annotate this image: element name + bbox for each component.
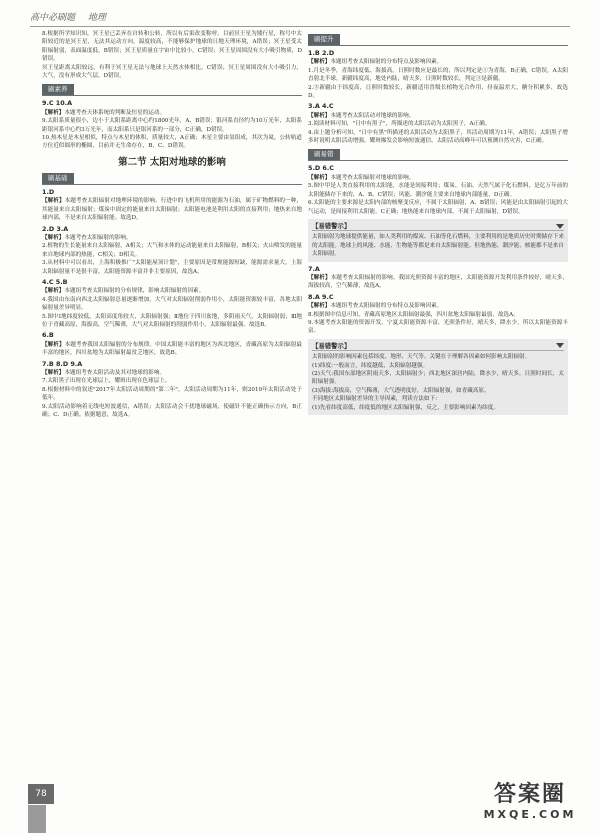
explanation-text: 本题组考查太阳活动及其对地球的影响。 [64, 370, 166, 376]
explanation-item: 2.植物的生长能量来自太阳辐射，A相关；大气和水体的运动能量来自太阳辐射，B相关；火山喷发的能量来自地球内部的热能，C相关；D相关。 [42, 243, 302, 258]
explanation-item: 3.阅读材料可知，"日中有黑子"，所描述的太阳活动为太阳黑子，A正确。 [308, 121, 491, 128]
explanation [308, 274, 568, 291]
explanation [42, 234, 302, 242]
explanation-text: 本题考查太阳辐射的影响。我国光照资源丰富的地区，太阳能资源开发利用条件较好，晴天多，海拔较高，空气稀薄，故选A。 [308, 274, 568, 290]
explanation-item: 4.我国由东南向西北太阳辐射总量逐渐增加，大气对太阳辐射削弱作用小，太阳能资源较丰富，各地太阳辐射量差异明显。 [42, 296, 302, 312]
explanation-text: 本题考查我国太阳辐射的分布规律。中国太阳能丰富的地区为西北地区，青藏高原为太阳辐射最丰富的地区，四川盆地为太阳辐射最贫乏地区，故选B。 [42, 341, 302, 357]
answer-number: 5.D 6.C [308, 164, 334, 173]
box-header [312, 222, 564, 231]
watermark-logo [470, 782, 590, 830]
box-list-item: (1)纬度:一般而言，纬度越低，太阳辐射越强。 [312, 362, 429, 369]
explanation-item: 1.月是冬季，青海纬度低、海拔高，日照时数应是最长的，所以判定是①为青海，B正确，C错误，A太阳直射北半球，新疆纬度高，地处内陆，晴天多，日照时数较长，判定③是新疆。 [308, 67, 568, 83]
explanation-item: 10.热木星是木星相似，特点与木星的体积、质量较大，A正确；木星主要由氢组成，其次为氦，公转轨道方位近似圆形的椭圆，目前并无生命存在，B、C、D错误。 [42, 135, 302, 150]
answer-number: 7.B 8.D 9.A [42, 359, 83, 368]
triangle-down-icon [556, 343, 564, 348]
book-title: 高中必刷题 [30, 13, 76, 23]
box-list-item: (3)海拔:海拔高，空气稀薄，大气透明度好，太阳辐射强，如青藏高原。 [312, 387, 490, 394]
box-header [312, 342, 564, 351]
answer-number: 6.B [42, 331, 54, 340]
explanation [308, 58, 568, 66]
answer-number: 9.C 10.A [42, 99, 73, 108]
explanation [42, 109, 302, 117]
answer-number: 2.D 3.A [42, 224, 69, 233]
explanation [42, 341, 302, 358]
analysis-label: 【解析】 [308, 274, 331, 281]
explanation-item: 9.太阳活动影响着无线电短波通信，A错误；太阳活动会干扰地球磁场，使磁针不能正确指示方向，B正确；C、D正确。依据题意，故选A。 [42, 403, 302, 419]
analysis-label: 【解析】 [42, 198, 65, 205]
tag-row-jichu [42, 173, 302, 185]
explanation-text: 本题组考查太阳辐射的分布规律，影响太阳辐射的因素。 [64, 288, 205, 295]
explanation-item: 9.本题考查太阳能的资源开发。宁夏太阳能资源丰富，光照条件好，晴天多，降水少，所以太阳能资源丰富。 [308, 319, 568, 335]
explanation-item: 2.③新疆由于纬度高，日照时数较长，新疆适用晋级长植物光合作用，昼夜温差大，糖分积累多，故选D。 [308, 84, 568, 100]
tag-row-suyang [42, 84, 302, 96]
analysis-label: 【解析】 [308, 174, 331, 181]
analysis-label: 【解析】 [42, 234, 65, 241]
right-column [308, 30, 568, 418]
explanation-text: 本题考查太阳辐射的影响。 [64, 234, 132, 241]
analysis-label: 【解析】 [308, 303, 331, 310]
answer-number: 8.A 9.C [308, 292, 334, 301]
explanation-item: 5.图中Ⅰ地纬度较低，太阳高度角较大，太阳辐射强；Ⅱ地位于四川盆地，多阴雨天气，太阳辐射弱；Ⅲ地位于青藏高原，海拔高，空气稀薄，大气对太阳辐射的削弱作用小，太阳辐射最强。故选B。 [42, 313, 302, 328]
explanation-text: 本题考查太阳辐射对地理环境的影响。行进中的飞机所用的能源为石油，属于矿物燃料的一种，其能量来自太阳辐射；煤炭中固定的能量来自太阳辐射；太阳能电池是利用太阳的直接利用；地热来自地球内部，不是来自太阳辐射能。故选D。 [42, 198, 302, 222]
analysis-label: 【解析】 [308, 112, 331, 119]
section-tag: 刷提升 [308, 34, 340, 45]
explanation-item: 3.从材料中可以看出，上海积极推广"太阳能屋顶计划"，主要原因是常规能源短缺，能源需求量大。上海太阳辐射量不是很丰富，太阳能资源丰富并非主要原因，故选A。 [42, 260, 302, 275]
error-warning-box [308, 339, 568, 415]
q8-answer-text: 8.根据所学知识知，冥王星已丢弃在自转和公转，所以有后果改变称呼。目前冥王星为矮行星，称号中太阳较近的是冥王星，无法其运动方向，温度较高，不能够保护地球的日地天理环境，A错误；冥王星受太阳辐射弱，表面温度低，B错误；冥王星质量在宇宙中比较小，C错误；冥王星周围没有大小吸引物质，D错误。 [42, 31, 302, 63]
explanation-item: 4.由上题分析可知，"日中有黑"所描述的太阳活动为太阳黑子，其活动周期为11年，A错误；太阳黑子增多时说明太阳活动增强，耀斑爆发会影响短波通信，太阳活动高峰年可以预测自然灾害，C正确。 [308, 129, 568, 145]
analysis-label: 【解析】 [308, 59, 331, 66]
page-header [30, 10, 570, 27]
answer-number: 1.D [42, 187, 55, 196]
box-text: 太阳辐射为地球提供能量，如人类利用的煤炭、石油等化石燃料，主要利用的是地质历史时期储存下来的太阳能。地球上的风能、水能、生物能等都是来自太阳辐射能。但地热能、潮汐能、核能都不是来自太阳辐射。 [312, 234, 564, 258]
page-number: 78 [28, 784, 54, 804]
error-warning-box [308, 219, 568, 262]
explanation [308, 302, 568, 310]
section-tag: 刷基础 [42, 173, 74, 184]
section-tag: 刷素养 [42, 84, 74, 95]
section-tag: 刷易错 [308, 149, 340, 160]
answer-number: 1.B 2.D [308, 49, 335, 57]
watermark-title: 答案圈 [493, 782, 566, 807]
explanation-text: 本题组考查太阳辐射的分布特点及影响因素。 [330, 303, 443, 310]
box-list-item: (2)天气:我国东部地区阴雨天多，太阳辐射少；西北地区深居内陆，降水少，晴天多，日照时间长，太阳辐射强。 [312, 371, 564, 386]
explanation-item: 6.太阳能的主要来源是太阳内部的核聚变反应，不属于太阳辐射，A、B错误；风能是由太阳辐射引起的大气运动，是间接利用太阳能，C正确；地热能来自地球内部，不属于太阳辐射，D错误。 [308, 200, 568, 215]
section-title: 第二节 太阳对地球的影响 [118, 156, 226, 168]
explanation [308, 112, 568, 120]
explanation [308, 174, 568, 182]
tag-row-tisheng [308, 34, 568, 46]
q8-answer-text-cont: 冥王星距离太阳较远，有利于冥王星无法与地球上天然水体相比，C错误；冥王星周围没有大小吸引力，大气，没有形成大气层，D错误。 [42, 64, 302, 80]
box-title: 【易错警示】 [312, 221, 351, 230]
subject-title: 地理 [87, 13, 106, 23]
tag-row-yicuo [308, 149, 568, 161]
explanation [42, 197, 302, 222]
page-bar-decoration [28, 805, 46, 833]
analysis-label: 【解析】 [42, 288, 65, 295]
analysis-label: 【解析】 [42, 370, 65, 376]
left-column [42, 30, 302, 419]
analysis-label: 【解析】 [42, 109, 65, 116]
explanation-text: 本题考查太阳辐射对地球的影响。 [330, 174, 415, 181]
explanation-item: 9.太阳系质量很小，边小于太阳系距离中心约1800光年，A、B错误；银河系直径约为10万光年，太阳系距银河系中心约3万光年，而太阳系只是银河系的一部分，C正确，D错误。 [42, 118, 302, 133]
analysis-label: 【解析】 [42, 341, 65, 348]
explanation-item: 8.根据图中信息可知，青藏高原地区太阳辐射最强，四川盆地太阳辐射最弱，故选A。 [308, 311, 519, 318]
box-list-item: 不同地区太阳辐射差异的主导因素，判读方法如下： [312, 396, 441, 403]
explanation-text: 本题考查太阳活动对地球的影响。 [330, 112, 415, 119]
explanation-item: 7.太阳黑子出现在光球层上，耀斑出现在色球层上。 [42, 378, 171, 385]
answer-number: 7.A [308, 264, 320, 273]
explanation-text: 本题组考查太阳辐射的分布特点及影响因素。 [330, 59, 443, 66]
answer-number: 3.A 4.C [308, 102, 334, 111]
box-text: 太阳辐射的影响因素包括纬度、地形、天气等。关键在于理解各因素如何影响太阳辐射。 [312, 354, 531, 361]
answer-number: 4.C 5.B [42, 277, 68, 286]
explanation [42, 287, 302, 295]
box-title: 【易错警示】 [312, 341, 351, 350]
explanation [42, 369, 302, 377]
watermark-url: MXQE.COM [483, 808, 577, 821]
box-list-item: (1)先看纬度高低，纬度低的地区太阳辐射强，反之，主要影响因素为纬度。 [312, 404, 499, 411]
explanation-item: 8.根据材料中的叙述"2017年太阳活动周期的"第二年"，太阳活动周期为11年，则2019年太阳活动处于低年。 [42, 386, 302, 402]
explanation-item: 5.图中甲是人类直接利用的太阳能，水能是间接利用；煤炭、石油、天然气属于化石燃料，是亿万年前的太阳能储存下来的，A、B、C错误；风能、潮汐能主要来自地球内部能量，D正确。 [308, 183, 568, 198]
triangle-down-icon [556, 224, 564, 229]
explanation-text: 本题考查天体系统的判断及恒星的运动。 [64, 109, 166, 116]
